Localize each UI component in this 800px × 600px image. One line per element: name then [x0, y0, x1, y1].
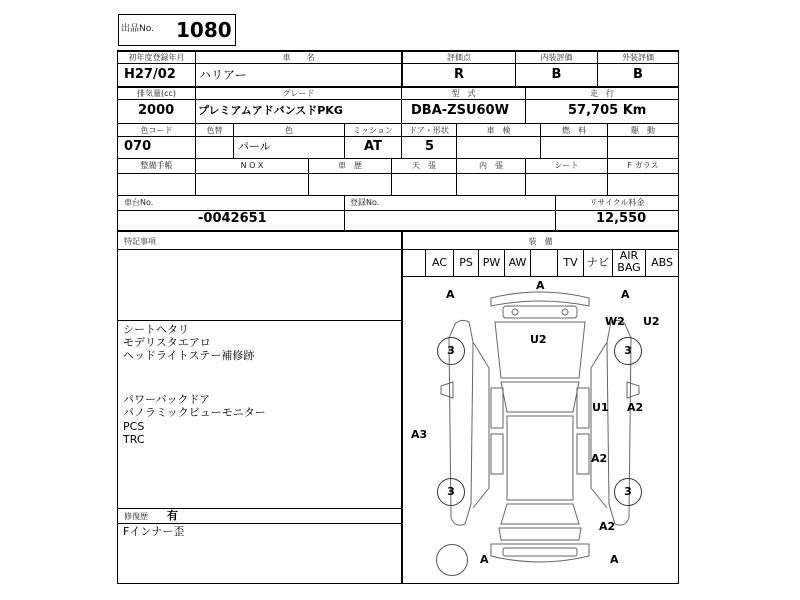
damage-mark: A3 [411, 428, 428, 441]
mileage-label: 走 行 [590, 89, 614, 98]
repair-history-label: 修復歴 [124, 512, 148, 521]
history-label: 車 歴 [338, 161, 362, 170]
fglass-label: F ガラス [627, 161, 659, 170]
color-value: パール [238, 140, 271, 153]
interior-value: B [551, 67, 562, 82]
car-body-diagram [403, 278, 678, 583]
chassis-no-value: -0042651 [198, 211, 267, 226]
model-code-label: 型 式 [451, 89, 476, 98]
rear-bumper-outline [491, 544, 589, 562]
equipment-ps: PS [459, 256, 473, 269]
repair-note: Fインナー歪 [123, 525, 185, 538]
damage-mark: A [536, 279, 545, 292]
equipment-ac: AC [431, 256, 447, 269]
damage-mark: U1 [592, 401, 609, 414]
grade-value: プレミアムアドバンスドPKG [198, 104, 343, 117]
damage-mark: W2 [605, 315, 625, 328]
recycle-label: リサイクル料金 [589, 198, 645, 207]
windshield [501, 382, 579, 412]
color-code-value: 070 [124, 139, 152, 154]
first-reg-value: H27/02 [124, 67, 176, 82]
score-label: 評価点 [447, 53, 471, 62]
tire-rear-right: 3 [614, 478, 642, 506]
reg-no-label: 登録No. [350, 198, 380, 207]
exterior-label: 外装評価 [622, 53, 654, 62]
left-door [491, 388, 503, 474]
car-name-label: 車 名 [282, 53, 315, 62]
damage-mark: A [480, 553, 489, 566]
color-code-label: 色コード [140, 126, 173, 135]
maintenance-label: 整備手帳 [140, 161, 173, 170]
damage-mark: A2 [591, 452, 608, 465]
chassis-no-label: 車台No. [124, 198, 154, 207]
equipment-tv: TV [563, 256, 578, 269]
inspection-label: 車 検 [486, 126, 511, 135]
damage-mark: A2 [599, 520, 616, 533]
remark-line: パノラミックビューモニター [123, 406, 266, 419]
door-shape-value: 5 [425, 139, 435, 154]
damage-mark: A [446, 288, 455, 301]
repair-history-value: 有 [167, 509, 178, 522]
roof [507, 416, 573, 500]
exterior-value: B [633, 67, 643, 82]
remark-line: モデリスタエアロ [123, 336, 211, 349]
damage-mark: U2 [530, 333, 547, 346]
damage-mark: A [610, 553, 619, 566]
remark-line: ヘッドライトステー補修跡 [123, 349, 255, 362]
interior-label: 内装評価 [540, 53, 573, 62]
front-bumper-outline [491, 292, 589, 306]
damage-mark: U2 [643, 315, 660, 328]
equipment-pw: PW [482, 256, 501, 269]
right-door [577, 388, 589, 474]
rear-window [501, 504, 579, 524]
tire-front-left: 3 [437, 337, 465, 365]
equipment-navi: ナビ [587, 256, 609, 269]
hood-outline [495, 322, 585, 378]
color-type-label: 色替 [206, 126, 223, 135]
recycle-value: 12,550 [596, 211, 647, 226]
transmission-label: ミッション [353, 126, 393, 135]
displacement-label: 排気量(cc) [136, 89, 177, 98]
tire-rear-left: 3 [437, 478, 465, 506]
remark-line: シートヘタリ [123, 323, 189, 336]
car-name-value: ハリアー [199, 68, 247, 82]
nox-label: N O X [240, 161, 264, 170]
equipment-aw: AW [508, 256, 527, 269]
lot-number-value: 1080 [176, 18, 232, 42]
mileage-value: 57,705 Km [568, 103, 647, 118]
equipment-abs: ABS [651, 256, 673, 269]
interior-trim-label: 内 張 [479, 161, 503, 170]
remarks-label: 特記事項 [124, 237, 156, 246]
model-code-value: DBA-ZSU60W [411, 103, 509, 118]
transmission-value: AT [364, 139, 382, 154]
remark-line: TRC [123, 433, 145, 446]
damage-mark: A [621, 288, 630, 301]
front-grille [503, 306, 577, 318]
score-value: R [453, 67, 464, 82]
remark-line: パワーバックドア [123, 393, 211, 406]
equipment-airbag: AIR BAG [617, 249, 641, 274]
damage-mark: A2 [627, 401, 644, 414]
remark-line: PCS [123, 420, 145, 433]
spare-tire [436, 544, 468, 576]
fuel-label: 燃 料 [562, 126, 586, 135]
tire-front-right: 3 [614, 337, 642, 365]
first-reg-label: 初年度登録年月 [128, 53, 185, 62]
displacement-value: 2000 [138, 103, 175, 118]
tailgate [499, 528, 581, 540]
equipment-label: 装 備 [528, 237, 553, 246]
lot-number-label: 出品No. [121, 24, 154, 34]
door-shape-label: ドア・形状 [409, 126, 449, 135]
seat-label: シート [554, 161, 579, 170]
drive-label: 駆 動 [631, 126, 655, 135]
sunroof-label: 天 張 [412, 161, 436, 170]
color-label: 色 [285, 126, 293, 135]
grade-label: グレード [282, 89, 315, 98]
